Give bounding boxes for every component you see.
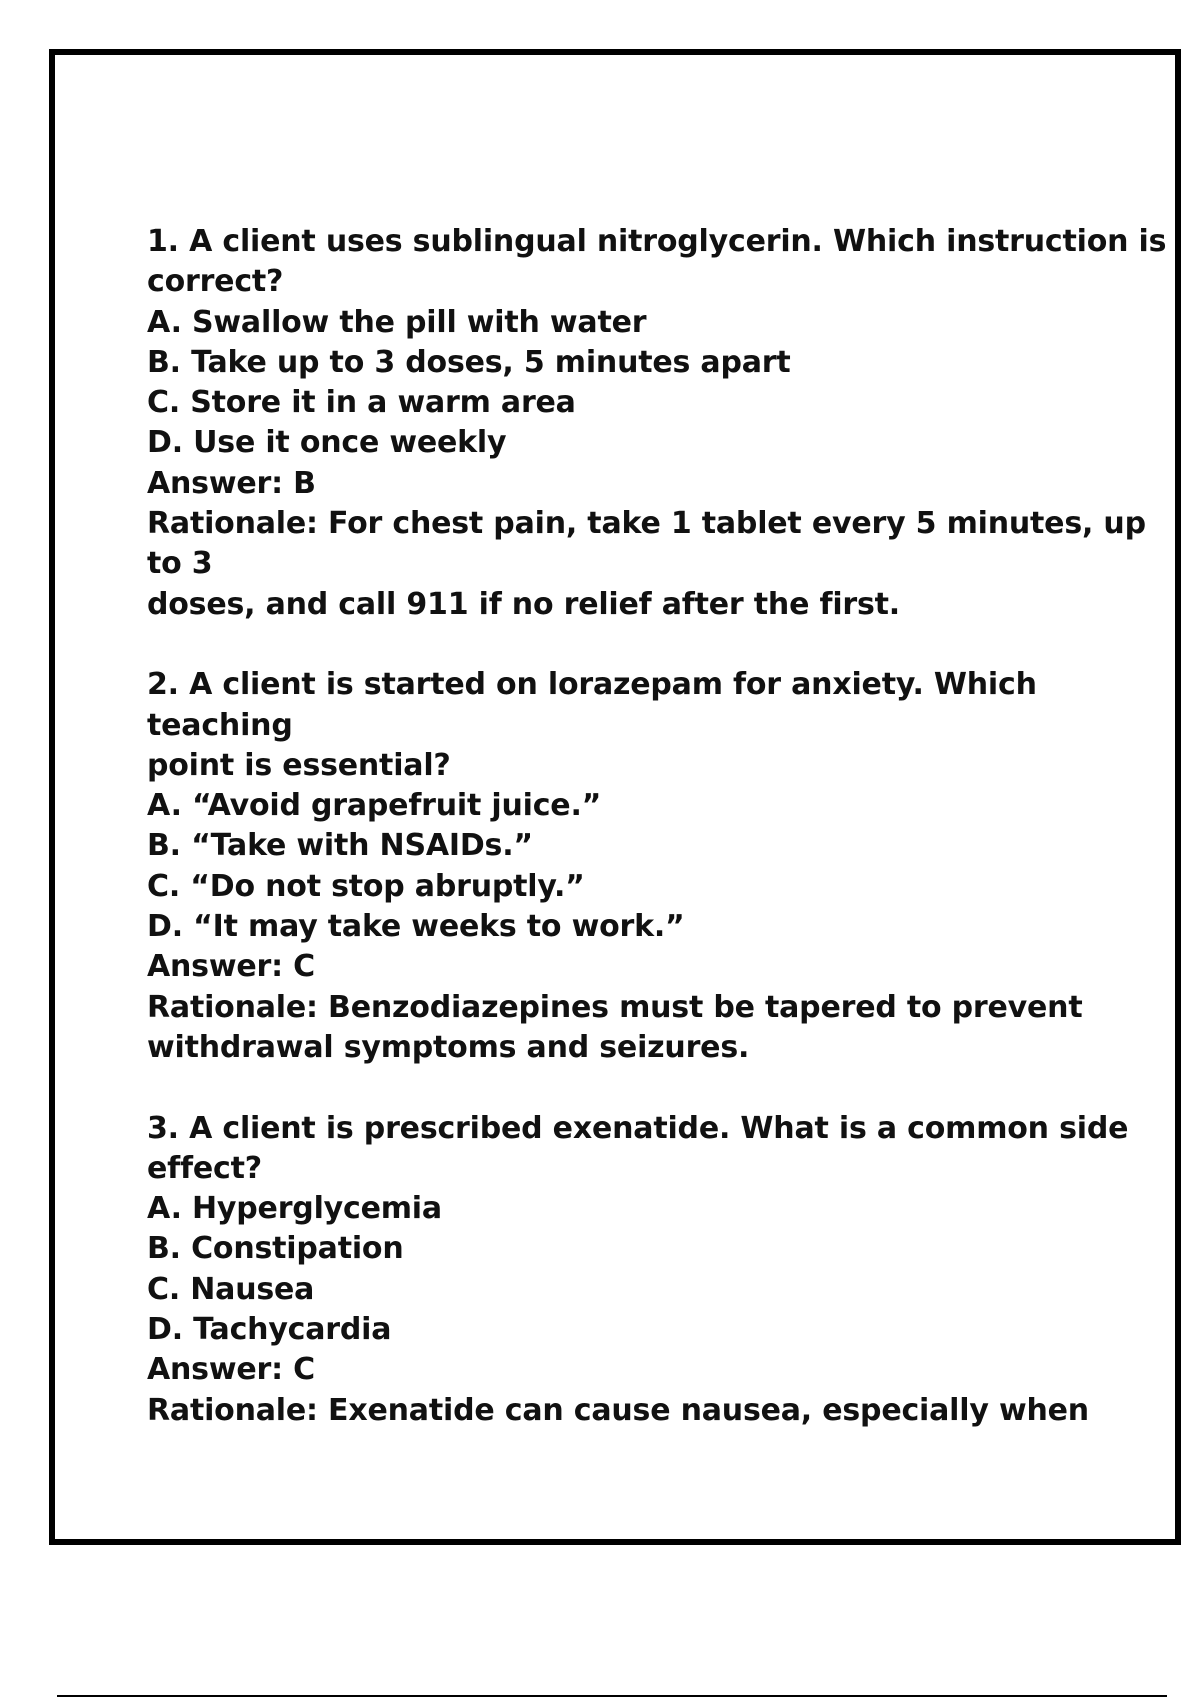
rationale-line: withdrawal symptoms and seizures. (147, 1029, 750, 1065)
answer-line: Answer: B (147, 465, 316, 501)
rationale-line: Rationale: Exenatide can cause nausea, especially when (147, 1392, 1089, 1428)
question-stem-line: 3. A client is prescribed exenatide. What is a common side (147, 1110, 1129, 1146)
section-gap (147, 625, 1107, 665)
option-d: D. Tachycardia (147, 1312, 392, 1348)
option-c: C. Nausea (147, 1271, 315, 1307)
option-a: A. “Avoid grapefruit juice.” (147, 788, 602, 824)
option-a: A. Hyperglycemia (147, 1191, 442, 1227)
question-2 (147, 665, 1107, 1068)
option-c: C. “Do not stop abruptly.” (147, 868, 585, 904)
question-stem-line: 2. A client is started on lorazepam for anxiety. Which (147, 667, 1037, 703)
question-stem-line: point is essential? (147, 747, 451, 783)
question-3 (147, 1109, 1129, 1431)
rationale-line: Rationale: Benzodiazepines must be tapered to prevent (147, 989, 1083, 1025)
question-stem-line: correct? (147, 264, 284, 300)
section-gap (147, 1068, 1107, 1108)
answer-line: Answer: C (147, 949, 315, 985)
question-1 (147, 222, 1167, 625)
option-c: C. Store it in a warm area (147, 385, 576, 421)
option-b: B. Constipation (147, 1231, 404, 1267)
option-b: B. “Take with NSAIDs.” (147, 828, 533, 864)
bottom-rule (57, 1695, 1167, 1697)
rationale-line: doses, and call 911 if no relief after the first. (147, 586, 900, 622)
rationale-line: to 3 (147, 546, 213, 582)
question-stem-line: 1. A client uses sublingual nitroglycerin. Which instruction is (147, 224, 1167, 259)
rationale-line: Rationale: For chest pain, take 1 tablet every 5 minutes, up (147, 506, 1146, 542)
option-a: A. Swallow the pill with water (147, 304, 647, 340)
option-d: D. “It may take weeks to work.” (147, 909, 685, 945)
document-content (147, 222, 1167, 1431)
question-stem-line: teaching (147, 707, 293, 743)
answer-line: Answer: C (147, 1352, 315, 1388)
option-b: B. Take up to 3 doses, 5 minutes apart (147, 344, 791, 380)
option-d: D. Use it once weekly (147, 425, 507, 461)
question-stem-line: effect? (147, 1150, 262, 1186)
